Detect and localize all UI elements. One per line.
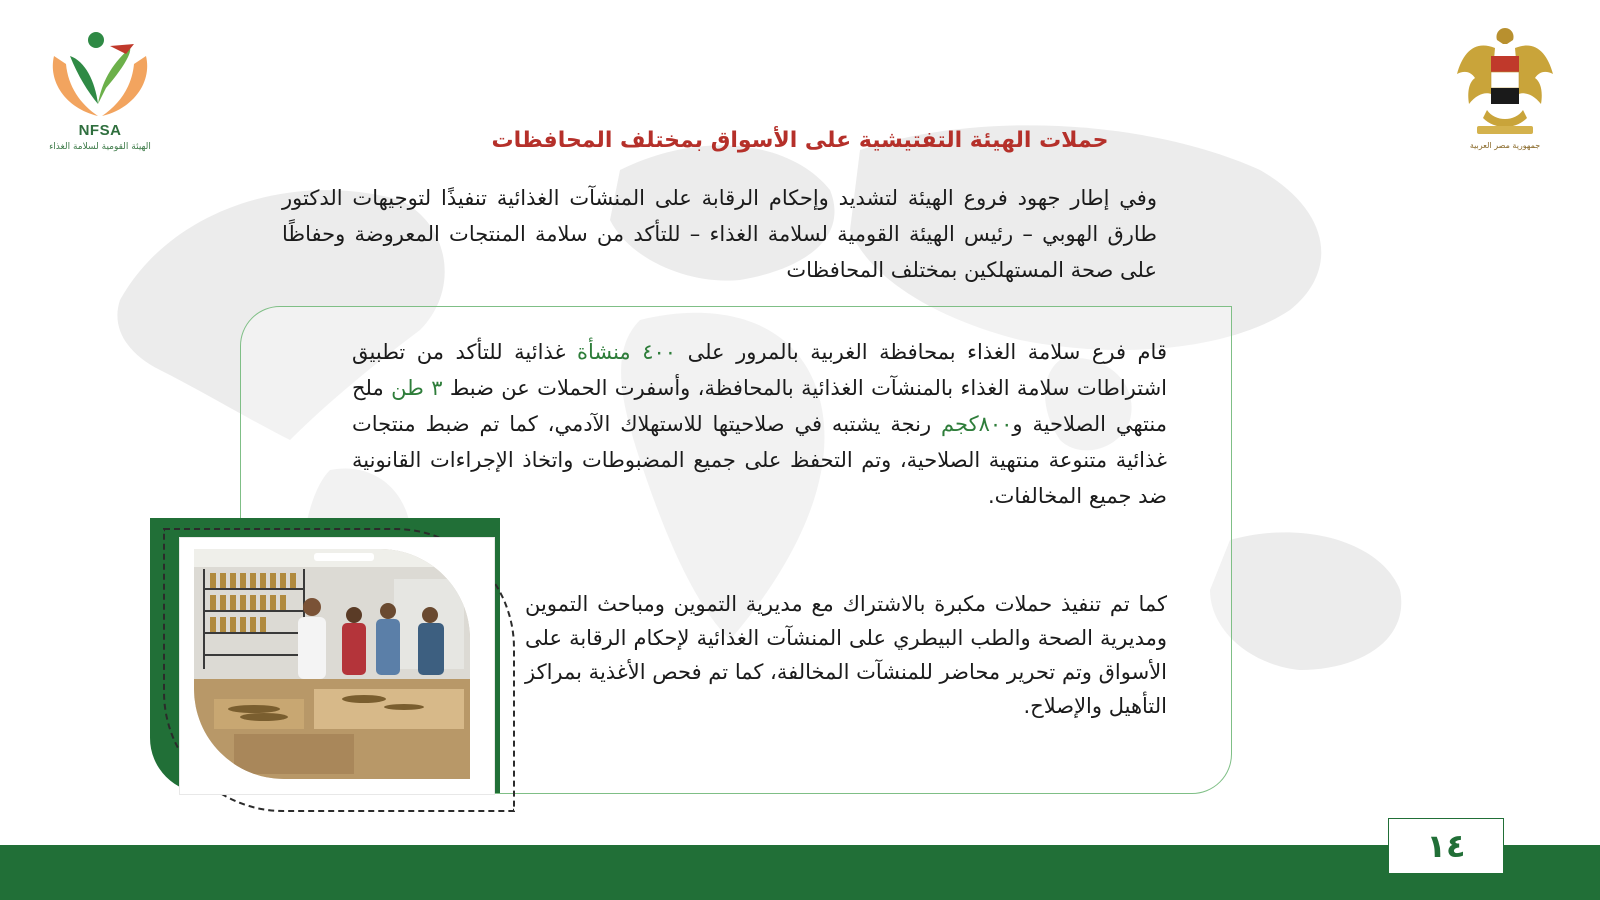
p1-text-4: رنجة يشتبه في صلاحيتها للاستهلاك الآدمي، كما تم ضبط منتجات غذائية متنوعة منتهية الصلاحية، وتم التحفظ على جميع المضبوطات واتخاذ الإجراءات القانونية ضد جميع المخالفات.: [352, 412, 1167, 508]
inspection-scene-illustration: [194, 549, 470, 779]
nfsa-wordmark: NFSA: [78, 122, 122, 139]
footer-bar: [0, 845, 1600, 900]
joint-campaigns-paragraph: كما تم تنفيذ حملات مكبرة بالاشتراك مع مديرية التموين ومباحث التموين ومديرية الصحة والطب البيطري على المنشآت الغذائية لإحكام الرقابة على الأسواق وتم تحرير محاضر للمنشآت المخالفة، كما تم فحص الأغذية بمراكز التأهيل والإصلاح.: [525, 592, 1167, 718]
gharbia-paragraph: [352, 334, 1167, 514]
egypt-emblem: [1455, 22, 1555, 157]
nfsa-subtitle: الهيئة القومية لسلامة الغذاء: [49, 142, 151, 152]
emblem-label: جمهورية مصر العربية: [1469, 141, 1541, 150]
intro-paragraph: وفي إطار جهود فروع الهيئة لتشديد وإحكام الرقابة على المنشآت الغذائية تنفيذًا لتوجيهات الدكتور طارق الهوبي – رئيس الهيئة القومية لسلامة الغذاء – للتأكد من سلامة المنتجات المعروضة وحفاظًا على صحة المستهلكين بمختلف المحافظات: [282, 186, 1157, 282]
facilities-count-highlight: ٤٠٠ منشأة: [576, 340, 677, 364]
egypt-eagle-emblem-icon: [1455, 22, 1555, 140]
p1-text-3: ملح منتهي الصلاحية و: [352, 376, 1167, 436]
herring-weight-highlight: ٨٠٠كجم: [941, 412, 1013, 436]
page-number: ١٤: [1388, 818, 1504, 874]
nfsa-hands-figure-icon: [40, 26, 160, 122]
page-title: حملات الهيئة التفتيشية على الأسواق بمختلف المحافظات: [491, 128, 1109, 153]
salt-weight-highlight: ٣ طن: [391, 376, 443, 400]
p1-text-1: قام فرع سلامة الغذاء بمحافظة الغربية بالمرور على: [676, 340, 1167, 364]
nfsa-logo: [40, 26, 160, 161]
inspection-team-photo: [194, 549, 470, 779]
p1-text-2: غذائية للتأكد من تطبيق اشتراطات سلامة الغذاء بالمنشآت الغذائية بالمحافظة، وأسفرت الحملات عن ضبط: [352, 340, 1168, 400]
